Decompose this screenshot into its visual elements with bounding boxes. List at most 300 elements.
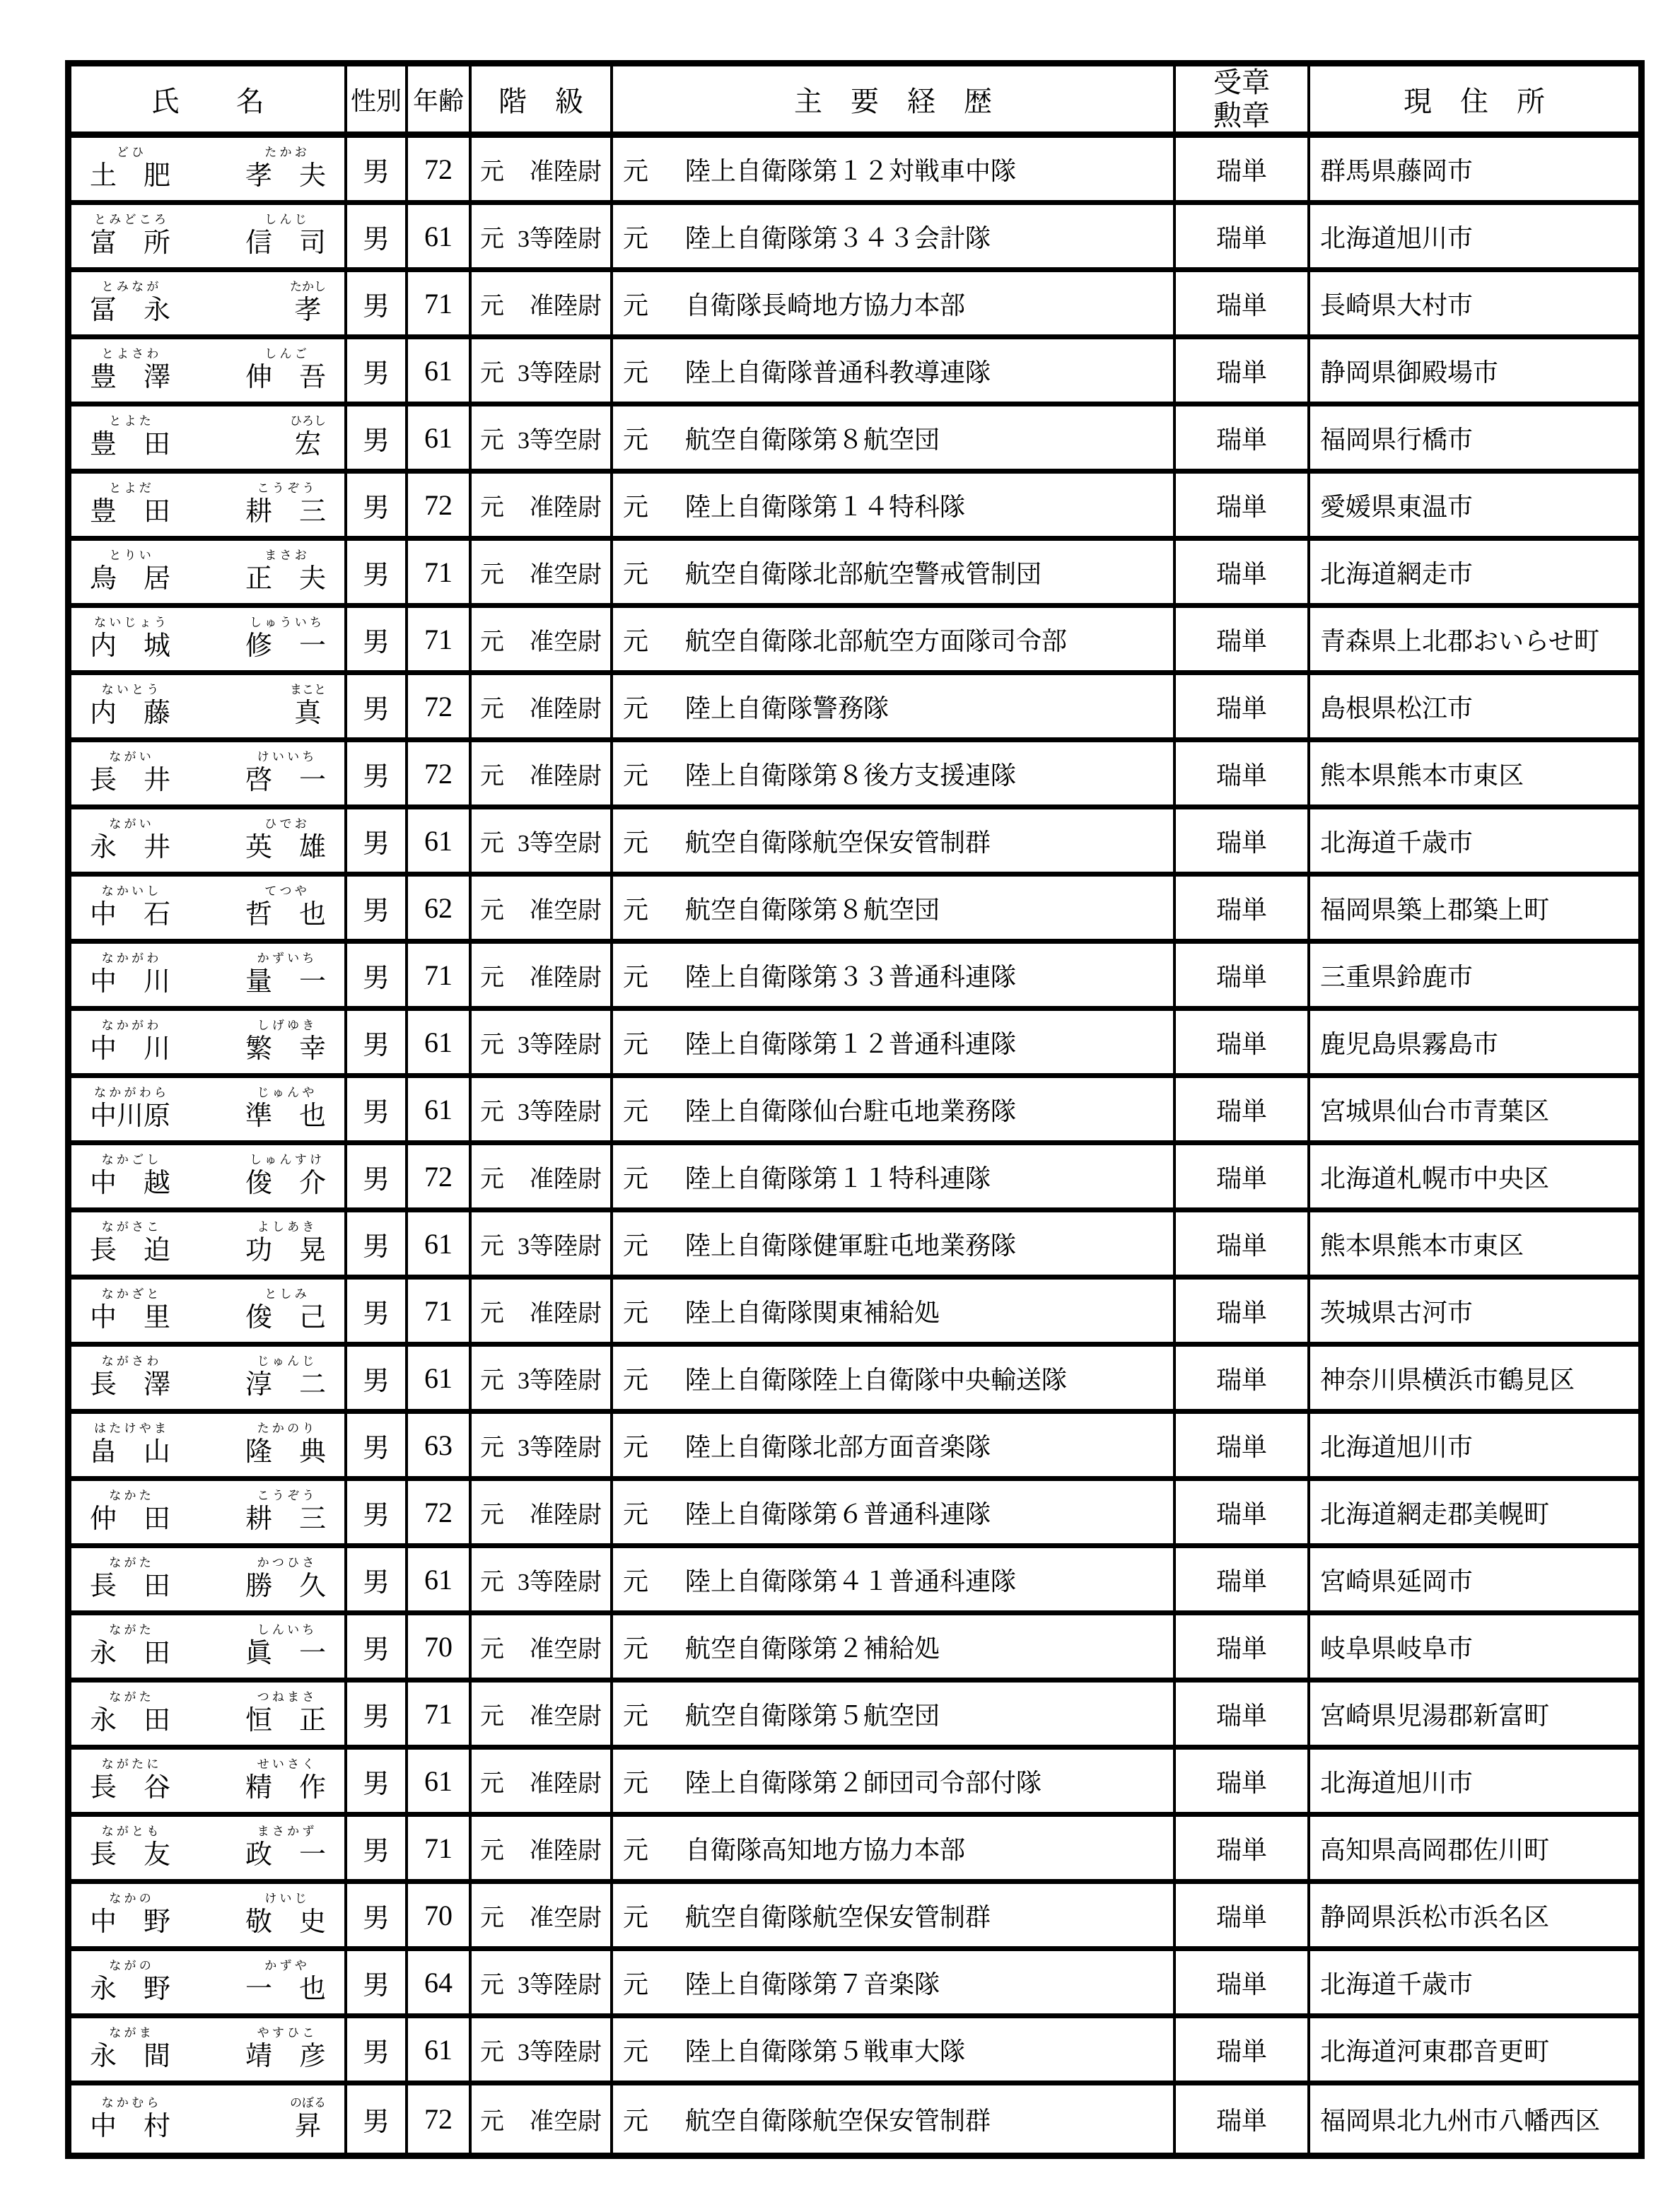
age-cell: 61 xyxy=(408,1347,472,1409)
givenname-kanji: 伸 吾 xyxy=(245,363,326,393)
givenname-group xyxy=(245,348,326,393)
givenname-furigana: じ ゅ ん や xyxy=(257,1086,315,1100)
gender-cell: 男 xyxy=(347,1011,408,1073)
career-text: 陸上自衛隊仙台駐屯地業務隊 xyxy=(685,1096,1017,1125)
rank-prefix: 元 xyxy=(480,1703,504,1730)
address-cell: 北海道旭川市 xyxy=(1320,1432,1474,1461)
surname-furigana: と よ さ わ xyxy=(101,347,159,361)
table-row xyxy=(71,541,1638,608)
givenname-kanji: 眞 一 xyxy=(245,1639,326,1669)
medal-cell: 瑞単 xyxy=(1176,877,1310,939)
table-row xyxy=(71,1817,1638,1884)
surname-furigana: な が た xyxy=(109,1690,151,1704)
rank-name: 准空尉 xyxy=(530,1703,602,1730)
surname-furigana: な か い し xyxy=(101,884,159,899)
age-cell: 72 xyxy=(408,138,472,200)
rank-prefix: 元 xyxy=(480,628,504,655)
surname-furigana: な か が わ xyxy=(101,952,159,966)
givenname-kanji: 俊 介 xyxy=(245,1169,326,1199)
givenname-kanji: 宏 xyxy=(294,430,322,460)
career-prefix: 元 xyxy=(623,2037,649,2066)
career-text: 陸上自衛隊第６普通科連隊 xyxy=(685,1499,991,1528)
surname-furigana: な が た xyxy=(109,1556,151,1570)
givenname-group xyxy=(290,281,326,326)
rank-prefix: 元 xyxy=(480,226,504,252)
givenname-furigana: まこと xyxy=(290,683,326,697)
givenname-kanji: 昇 xyxy=(294,2111,322,2141)
career-prefix: 元 xyxy=(623,1567,649,1596)
age-cell: 70 xyxy=(408,1615,472,1678)
address-cell: 北海道網走市 xyxy=(1320,559,1474,588)
givenname-kanji: 一 也 xyxy=(245,1974,326,2005)
rank-cell xyxy=(472,944,613,1006)
table-row xyxy=(71,877,1638,944)
career-text: 陸上自衛隊第７音楽隊 xyxy=(685,1970,940,1999)
gender-cell: 男 xyxy=(347,1884,408,1946)
gender-cell: 男 xyxy=(347,1615,408,1678)
medal-cell: 瑞単 xyxy=(1176,1011,1310,1073)
career-text: 陸上自衛隊第１１特科連隊 xyxy=(685,1164,991,1193)
medal-cell: 瑞単 xyxy=(1176,406,1310,469)
gender-cell: 男 xyxy=(347,474,408,536)
rank-prefix: 元 xyxy=(480,763,504,790)
surname-group xyxy=(90,281,170,326)
surname-kanji: 永 井 xyxy=(90,833,171,863)
address-cell: 三重県鈴鹿市 xyxy=(1320,962,1474,991)
surname-kanji: 中 越 xyxy=(90,1169,171,1199)
name-cell xyxy=(71,1817,347,1879)
career-prefix: 元 xyxy=(623,1164,649,1193)
givenname-kanji: 淳 二 xyxy=(245,1370,326,1400)
career-cell xyxy=(613,138,1176,200)
address-cell: 北海道旭川市 xyxy=(1320,223,1474,252)
medal-cell: 瑞単 xyxy=(1176,2085,1310,2153)
givenname-group xyxy=(245,1221,326,1266)
surname-furigana: な か の xyxy=(109,1892,151,1906)
surname-group xyxy=(90,213,170,259)
gender-cell: 男 xyxy=(347,541,408,603)
age-cell: 62 xyxy=(408,877,472,939)
rank-name: 3等陸尉 xyxy=(518,1569,602,1596)
gender-cell: 男 xyxy=(347,406,408,469)
rank-cell xyxy=(472,1078,613,1140)
surname-furigana: な か ざ と xyxy=(101,1287,159,1301)
medal-cell: 瑞単 xyxy=(1176,339,1310,402)
career-text: 陸上自衛隊第３３普通科連隊 xyxy=(685,962,1017,991)
name-cell xyxy=(71,2085,347,2153)
age-cell: 71 xyxy=(408,1683,472,1745)
name-cell xyxy=(71,1481,347,1543)
age-cell: 71 xyxy=(408,1280,472,1342)
address-cell: 長崎県大村市 xyxy=(1320,291,1474,320)
career-cell xyxy=(613,205,1176,267)
givenname-group xyxy=(245,751,326,796)
rank-cell xyxy=(472,2018,613,2081)
rank-cell xyxy=(472,205,613,267)
table-row xyxy=(71,1884,1638,1951)
surname-group xyxy=(90,1087,170,1132)
gender-cell: 男 xyxy=(347,809,408,872)
career-prefix: 元 xyxy=(623,1298,649,1327)
address-cell: 北海道網走郡美幌町 xyxy=(1320,1499,1550,1528)
rank-name: 准陸尉 xyxy=(530,1166,602,1193)
surname-furigana: な か た xyxy=(109,1489,151,1503)
rank-cell xyxy=(472,474,613,536)
surname-kanji: 永 田 xyxy=(90,1639,171,1669)
career-text: 航空自衛隊北部航空方面隊司令部 xyxy=(685,626,1068,655)
rank-name: 准陸尉 xyxy=(530,494,602,521)
name-cell xyxy=(71,1145,347,1207)
surname-kanji: 長 友 xyxy=(90,1840,171,1871)
givenname-furigana: こ う ぞ う xyxy=(257,1489,315,1503)
gender-cell: 男 xyxy=(347,1548,408,1610)
career-prefix: 元 xyxy=(623,895,649,924)
rank-name: 3等陸尉 xyxy=(518,1367,602,1394)
surname-kanji: 土 肥 xyxy=(90,161,171,192)
career-cell xyxy=(613,877,1176,939)
surname-furigana: と み な が xyxy=(101,280,159,294)
surname-group xyxy=(90,146,170,192)
rank-prefix: 元 xyxy=(480,964,504,991)
career-text: 航空自衛隊第５航空団 xyxy=(685,1701,940,1730)
header-medal-line2: 勲章 xyxy=(1213,100,1270,131)
givenname-kanji: 啓 一 xyxy=(245,766,326,796)
rank-name: 准陸尉 xyxy=(530,1837,602,1864)
address-cell: 熊本県熊本市東区 xyxy=(1320,761,1524,790)
givenname-furigana: け い じ xyxy=(264,1892,307,1906)
career-cell xyxy=(613,272,1176,334)
givenname-group xyxy=(245,1892,326,1938)
medal-cell: 瑞単 xyxy=(1176,1548,1310,1610)
rank-name: 准陸尉 xyxy=(530,696,602,722)
surname-kanji: 内 藤 xyxy=(90,698,171,729)
age-cell: 71 xyxy=(408,541,472,603)
rank-name: 准空尉 xyxy=(530,1636,602,1663)
gender-cell: 男 xyxy=(347,608,408,670)
surname-furigana: な が さ こ xyxy=(101,1220,159,1234)
career-cell xyxy=(613,474,1176,536)
rank-name: 准陸尉 xyxy=(530,763,602,790)
header-medal xyxy=(1176,66,1310,131)
table-row xyxy=(71,1280,1638,1347)
career-text: 陸上自衛隊第１２普通科連隊 xyxy=(685,1029,1017,1058)
givenname-group xyxy=(245,1960,326,2005)
gender-cell: 男 xyxy=(347,944,408,1006)
career-prefix: 元 xyxy=(623,1970,649,1999)
rank-prefix: 元 xyxy=(480,293,504,320)
givenname-kanji: 準 也 xyxy=(245,1101,326,1132)
surname-furigana: な が い xyxy=(109,817,151,831)
age-cell: 72 xyxy=(408,2085,472,2153)
rank-prefix: 元 xyxy=(480,1636,504,1663)
header-gender: 性別 xyxy=(347,66,408,131)
rank-cell xyxy=(472,1280,613,1342)
surname-group xyxy=(90,952,170,997)
rank-cell xyxy=(472,608,613,670)
surname-furigana: な か ご し xyxy=(101,1153,159,1167)
givenname-kanji: 耕 三 xyxy=(245,1504,326,1535)
career-cell xyxy=(613,1750,1176,1812)
medal-cell: 瑞単 xyxy=(1176,2018,1310,2081)
name-cell xyxy=(71,474,347,536)
givenname-group xyxy=(245,549,326,595)
givenname-group xyxy=(245,1288,326,1333)
rank-name: 准陸尉 xyxy=(530,1770,602,1797)
givenname-furigana: て つ や xyxy=(264,884,307,899)
career-prefix: 元 xyxy=(623,492,649,521)
address-cell: 愛媛県東温市 xyxy=(1320,492,1474,521)
gender-cell: 男 xyxy=(347,1078,408,1140)
name-cell xyxy=(71,1212,347,1275)
surname-group xyxy=(90,818,170,863)
gender-cell: 男 xyxy=(347,1414,408,1476)
rank-name: 准陸尉 xyxy=(530,1502,602,1528)
career-cell xyxy=(613,1347,1176,1409)
givenname-group xyxy=(245,818,326,863)
rank-name: 准陸尉 xyxy=(530,293,602,320)
rank-name: 3等陸尉 xyxy=(518,360,602,387)
name-cell xyxy=(71,742,347,804)
table-row xyxy=(71,2085,1638,2153)
rank-cell xyxy=(472,877,613,939)
career-cell xyxy=(613,1280,1176,1342)
rank-cell xyxy=(472,809,613,872)
givenname-furigana: し ゅ ん す け xyxy=(249,1153,322,1167)
surname-group xyxy=(90,1154,170,1199)
name-cell xyxy=(71,1750,347,1812)
surname-group xyxy=(90,1490,170,1535)
medal-cell: 瑞単 xyxy=(1176,608,1310,670)
name-cell xyxy=(71,1884,347,1946)
gender-cell: 男 xyxy=(347,138,408,200)
rank-prefix: 元 xyxy=(480,427,504,454)
career-cell xyxy=(613,675,1176,737)
surname-furigana: と り い xyxy=(109,549,151,563)
givenname-furigana: こ う ぞ う xyxy=(257,481,315,496)
age-cell: 72 xyxy=(408,474,472,536)
name-cell xyxy=(71,1078,347,1140)
career-prefix: 元 xyxy=(623,1902,649,1931)
rank-prefix: 元 xyxy=(480,1434,504,1461)
address-cell: 静岡県浜松市浜名区 xyxy=(1320,1902,1550,1931)
age-cell: 64 xyxy=(408,1951,472,2013)
rank-prefix: 元 xyxy=(480,830,504,857)
table-row xyxy=(71,1615,1638,1683)
name-cell xyxy=(71,1548,347,1610)
givenname-group xyxy=(245,1154,326,1199)
rank-prefix: 元 xyxy=(480,1099,504,1125)
table-row xyxy=(71,406,1638,474)
givenname-group xyxy=(245,616,326,662)
rank-prefix: 元 xyxy=(480,360,504,387)
rank-name: 3等陸尉 xyxy=(518,1972,602,1999)
table-row xyxy=(71,1212,1638,1280)
surname-group xyxy=(90,1557,170,1602)
givenname-furigana: け い い ち xyxy=(257,750,315,764)
address-cell: 静岡県御殿場市 xyxy=(1320,358,1499,387)
givenname-furigana: か ず や xyxy=(264,1959,307,1973)
address-cell: 北海道千歳市 xyxy=(1320,1970,1474,1999)
medal-cell: 瑞単 xyxy=(1176,205,1310,267)
rank-prefix: 元 xyxy=(480,1837,504,1864)
givenname-furigana: し ん じ xyxy=(264,213,307,227)
career-prefix: 元 xyxy=(623,1231,649,1260)
rank-prefix: 元 xyxy=(480,1367,504,1394)
career-text: 航空自衛隊北部航空警戒管制団 xyxy=(685,559,1042,588)
career-cell xyxy=(613,541,1176,603)
table-row xyxy=(71,1548,1638,1615)
rank-cell xyxy=(472,1615,613,1678)
age-cell: 72 xyxy=(408,1145,472,1207)
givenname-furigana: か ず い ち xyxy=(257,952,315,966)
rank-name: 3等陸尉 xyxy=(518,2039,602,2066)
name-cell xyxy=(71,1347,347,1409)
rank-name: 准空尉 xyxy=(530,2109,602,2135)
rank-cell xyxy=(472,1750,613,1812)
table-header-row xyxy=(71,66,1638,138)
table-row xyxy=(71,742,1638,809)
givenname-furigana: せ い さ く xyxy=(257,1757,315,1772)
surname-group xyxy=(90,1960,170,2005)
medal-cell: 瑞単 xyxy=(1176,675,1310,737)
surname-kanji: 長 澤 xyxy=(90,1370,171,1400)
name-cell xyxy=(71,2018,347,2081)
table-row xyxy=(71,2018,1638,2085)
surname-kanji: 冨 永 xyxy=(90,295,171,326)
rank-cell xyxy=(472,1548,613,1610)
table-row xyxy=(71,608,1638,675)
surname-kanji: 長 井 xyxy=(90,766,171,796)
rank-name: 准陸尉 xyxy=(530,158,602,185)
medal-cell: 瑞単 xyxy=(1176,1280,1310,1342)
givenname-furigana: よ し あ き xyxy=(257,1220,315,1234)
table-row xyxy=(71,944,1638,1011)
medal-cell: 瑞単 xyxy=(1176,1817,1310,1879)
career-cell xyxy=(613,1212,1176,1275)
rank-prefix: 元 xyxy=(480,897,504,924)
rank-name: 3等空尉 xyxy=(518,830,602,857)
surname-kanji: 畠 山 xyxy=(90,1437,171,1468)
givenname-furigana: た か の り xyxy=(257,1422,315,1436)
givenname-group xyxy=(245,1490,326,1535)
career-cell xyxy=(613,1548,1176,1610)
givenname-kanji: 繁 幸 xyxy=(245,1034,326,1065)
career-cell xyxy=(613,1481,1176,1543)
gender-cell: 男 xyxy=(347,675,408,737)
givenname-kanji: 政 一 xyxy=(245,1840,326,1871)
name-cell xyxy=(71,1615,347,1678)
age-cell: 72 xyxy=(408,675,472,737)
givenname-group xyxy=(290,2097,326,2142)
career-prefix: 元 xyxy=(623,559,649,588)
givenname-kanji: 信 司 xyxy=(245,228,326,259)
address-cell: 高知県高岡郡佐川町 xyxy=(1320,1835,1550,1864)
career-cell xyxy=(613,2085,1176,2153)
surname-group xyxy=(90,1892,170,1938)
career-prefix: 元 xyxy=(623,1365,649,1394)
address-cell: 宮崎県児湯郡新富町 xyxy=(1320,1701,1550,1730)
age-cell: 61 xyxy=(408,809,472,872)
surname-group xyxy=(90,348,170,393)
givenname-furigana: や す ひ こ xyxy=(257,2026,315,2040)
career-prefix: 元 xyxy=(623,2107,649,2135)
surname-group xyxy=(90,1691,170,1736)
table-row xyxy=(71,809,1638,877)
surname-furigana: な が と も xyxy=(101,1825,159,1839)
givenname-furigana: し ん ご xyxy=(264,347,307,361)
surname-furigana: な か が わ xyxy=(101,1019,159,1033)
givenname-kanji: 功 晃 xyxy=(245,1236,326,1266)
age-cell: 61 xyxy=(408,1212,472,1275)
name-cell xyxy=(71,944,347,1006)
career-prefix: 元 xyxy=(623,1499,649,1528)
givenname-kanji: 英 雄 xyxy=(245,833,326,863)
age-cell: 61 xyxy=(408,2018,472,2081)
surname-group xyxy=(90,751,170,796)
age-cell: 61 xyxy=(408,1750,472,1812)
career-prefix: 元 xyxy=(623,425,649,454)
surname-kanji: 中 里 xyxy=(90,1303,171,1333)
givenname-kanji: 隆 典 xyxy=(245,1437,326,1468)
rank-cell xyxy=(472,138,613,200)
givenname-furigana: と し み xyxy=(264,1287,307,1301)
career-cell xyxy=(613,1011,1176,1073)
career-cell xyxy=(613,2018,1176,2081)
table-row xyxy=(71,1145,1638,1212)
career-prefix: 元 xyxy=(623,761,649,790)
givenname-group xyxy=(245,1019,326,1065)
gender-cell: 男 xyxy=(347,205,408,267)
gender-cell: 男 xyxy=(347,1951,408,2013)
name-cell xyxy=(71,1683,347,1745)
surname-furigana: な い じ ょ う xyxy=(94,616,166,630)
medal-cell: 瑞単 xyxy=(1176,944,1310,1006)
gender-cell: 男 xyxy=(347,1212,408,1275)
rank-cell xyxy=(472,272,613,334)
surname-furigana: な が い xyxy=(109,750,151,764)
surname-group xyxy=(90,1288,170,1333)
rank-cell xyxy=(472,1347,613,1409)
recipients-table xyxy=(65,60,1645,2159)
name-cell xyxy=(71,272,347,334)
surname-kanji: 内 城 xyxy=(90,631,171,662)
address-cell: 岐阜県岐阜市 xyxy=(1320,1634,1474,1663)
surname-furigana: な か む ら xyxy=(101,2095,159,2109)
career-text: 陸上自衛隊関東補給処 xyxy=(685,1298,940,1327)
career-text: 陸上自衛隊健軍駐屯地業務隊 xyxy=(685,1231,1017,1260)
rank-cell xyxy=(472,1683,613,1745)
rank-cell xyxy=(472,1414,613,1476)
rank-name: 准空尉 xyxy=(530,628,602,655)
table-row xyxy=(71,272,1638,339)
gender-cell: 男 xyxy=(347,1817,408,1879)
gender-cell: 男 xyxy=(347,2018,408,2081)
surname-furigana: と よ だ xyxy=(109,481,151,496)
givenname-furigana: じ ゅ ん じ xyxy=(257,1354,315,1369)
surname-kanji: 中 石 xyxy=(90,900,171,930)
givenname-furigana: ま さ お xyxy=(264,549,307,563)
career-cell xyxy=(613,406,1176,469)
medal-cell: 瑞単 xyxy=(1176,742,1310,804)
surname-group xyxy=(90,1624,170,1669)
surname-kanji: 中川原 xyxy=(90,1101,171,1132)
surname-furigana: な か が わ ら xyxy=(94,1086,166,1100)
surname-group xyxy=(90,1825,170,1871)
career-prefix: 元 xyxy=(623,1029,649,1058)
name-cell xyxy=(71,809,347,872)
age-cell: 61 xyxy=(408,406,472,469)
rank-prefix: 元 xyxy=(480,1502,504,1528)
